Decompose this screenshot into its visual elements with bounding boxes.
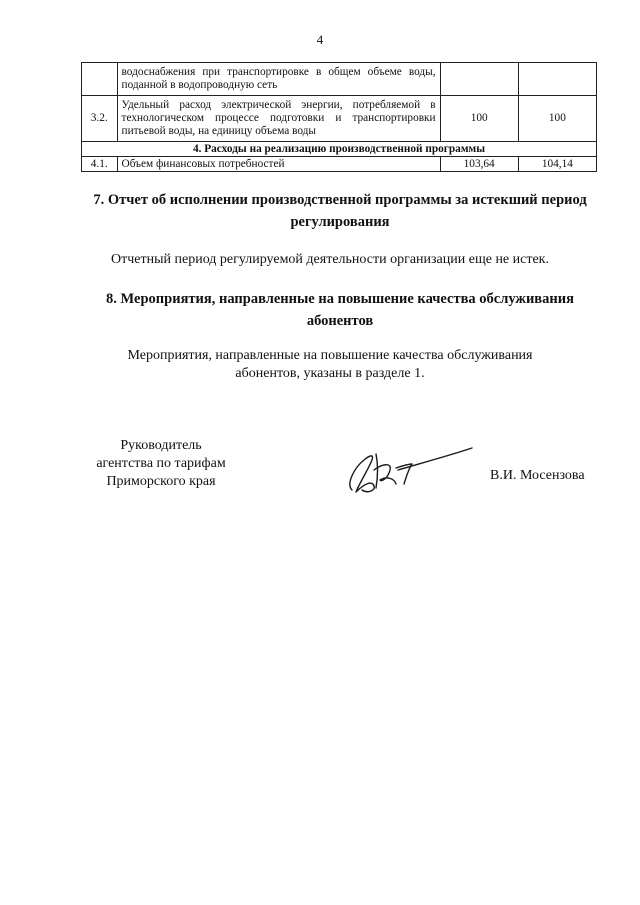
row-description: Удельный расход электрической энергии, потребляемой в технологическом процессе подготовки и транспортировки питьевой воды, на единицу объема воды	[117, 96, 440, 142]
row-description: водоснабжения при транспортировке в общем объеме воды, поданной в водопроводную сеть	[117, 63, 440, 96]
section-8-heading-line-2: абонентов	[306, 313, 374, 329]
section-8-text	[60, 347, 600, 383]
signer-name: В.И. Мосензова	[490, 468, 585, 483]
section-7-text: Отчетный период регулируемой деятельности организации еще не истек.	[111, 252, 549, 267]
row-value-2: 100	[518, 96, 596, 142]
table-section-header: 4. Расходы на реализацию производственной программы	[82, 142, 597, 157]
signer-position-line-3: Приморского края	[106, 474, 216, 489]
table-row	[82, 63, 597, 96]
table-row	[82, 157, 597, 172]
table-row	[82, 96, 597, 142]
signer-position-line-1: Руководитель	[120, 438, 202, 453]
page-number: 4	[316, 32, 324, 47]
row-number: 3.2.	[82, 96, 118, 142]
section-8-heading	[70, 288, 610, 332]
table-section-header-row	[82, 142, 597, 157]
handwritten-signature	[338, 440, 478, 500]
section-7-heading-line-1: 7. Отчет об исполнении производственной программы за истекший период	[93, 192, 587, 208]
row-value-1	[440, 63, 518, 96]
row-value-2	[518, 63, 596, 96]
row-value-2: 104,14	[518, 157, 596, 172]
row-number	[82, 63, 118, 96]
section-8-text-line-1: Мероприятия, направленные на повышение качества обслуживания	[127, 348, 533, 363]
row-description: Объем финансовых потребностей	[117, 157, 440, 172]
row-value-1: 103,64	[440, 157, 518, 172]
section-8-text-line-2: абонентов, указаны в разделе 1.	[235, 366, 425, 381]
section-7-heading	[70, 189, 610, 233]
row-number: 4.1.	[82, 157, 118, 172]
section-7-heading-line-2: регулирования	[290, 214, 390, 230]
signer-position	[76, 437, 246, 491]
signer-position-line-2: агентства по тарифам	[96, 456, 226, 471]
section-8-heading-line-1: 8. Мероприятия, направленные на повышение качества обслуживания	[106, 291, 574, 307]
indicators-table	[81, 62, 597, 172]
row-value-1: 100	[440, 96, 518, 142]
